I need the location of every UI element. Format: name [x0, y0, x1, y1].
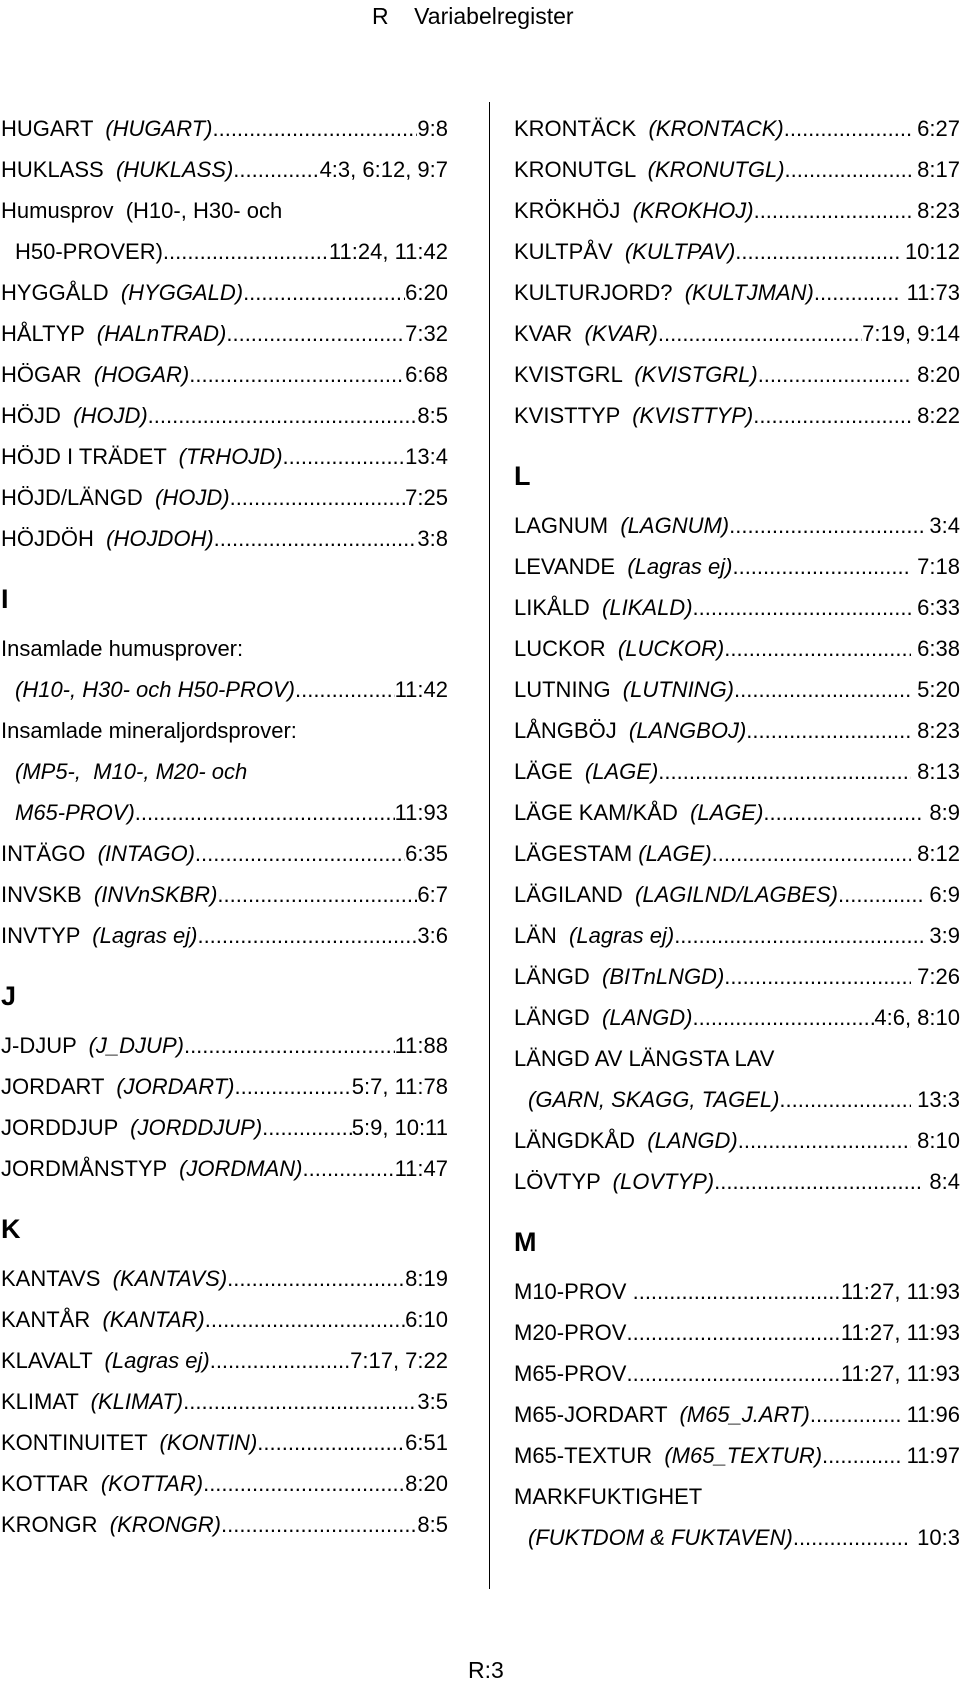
entry-page-refs: 11:27, 11:93 [840, 1279, 960, 1304]
dot-leader [226, 313, 405, 354]
entry-term: KRONGR [1, 1512, 110, 1537]
entry-term: KVISTTYP [514, 403, 633, 428]
index-entry [1, 1504, 448, 1545]
dot-leader [212, 108, 417, 149]
index-entry [1, 833, 448, 874]
entry-alias: (JORDMAN) [179, 1156, 303, 1181]
entry-alias: (KRONUTGL) [647, 157, 785, 182]
entry-alias: (KVISTGRL) [634, 362, 758, 387]
entry-alias: (LAGE) [638, 841, 712, 866]
section-letter: K [1, 1214, 21, 1244]
entry-term: Insamlade mineraljordsprover: [1, 718, 297, 743]
entry-page-refs: 3:9 [923, 923, 960, 948]
entry-page-refs: 6:20 [405, 280, 448, 305]
entry-term: LÄNGDKÅD [514, 1128, 648, 1153]
index-entry [1, 436, 448, 477]
index-entry [1, 354, 448, 395]
index-entry [514, 1394, 960, 1435]
index-entry [1, 669, 448, 710]
dot-leader [753, 395, 911, 436]
section-letter: M [514, 1227, 537, 1257]
index-entry [1, 108, 448, 149]
entry-term: JORDMÅNSTYP [1, 1156, 180, 1181]
entry-term: LÄGESTAM [514, 841, 639, 866]
entry-term: LÄGILAND [514, 882, 636, 907]
entry-term: HÖGAR [1, 362, 94, 387]
entry-page-refs: 6:38 [911, 636, 960, 661]
entry-term: M20-PROV [514, 1320, 627, 1345]
index-entry [1, 477, 448, 518]
index-entry-text [1, 710, 448, 751]
index-entry [514, 1271, 960, 1312]
entry-term: HUGART [1, 116, 106, 141]
entry-page-refs: 11:96 [900, 1402, 960, 1427]
dot-leader [205, 1299, 405, 1340]
entry-term: M10-PROV [514, 1279, 633, 1304]
entry-term: LÄN [514, 923, 570, 948]
entry-page-refs: 8:12 [911, 841, 960, 866]
entry-page-refs: 11:27, 11:93 [840, 1320, 960, 1345]
entry-term: H50-PROVER) [15, 239, 163, 264]
index-entry [514, 710, 960, 751]
entry-page-refs: 6:33 [911, 595, 960, 620]
entry-page-refs: 8:23 [911, 718, 960, 743]
dot-leader [163, 231, 329, 272]
entry-page-refs: 3:6 [417, 923, 448, 948]
entry-term: LÅNGBÖJ [514, 718, 629, 743]
entry-term: KRÖKHÖJ [514, 198, 633, 223]
entry-alias: (HOJD) [155, 485, 230, 510]
index-entry [1, 1258, 448, 1299]
index-entry [514, 1161, 960, 1202]
dot-leader [810, 1394, 901, 1435]
dot-leader [779, 1079, 911, 1120]
entry-term: LÄNGD [514, 1005, 603, 1030]
section-letter: J [1, 981, 17, 1011]
dot-leader [734, 669, 911, 710]
entry-alias: (KVISTTYP) [632, 403, 754, 428]
dot-leader [283, 436, 406, 477]
entry-term: KRONUTGL [514, 157, 648, 182]
index-entry [1, 874, 448, 915]
entry-alias: (Lagras ej) [92, 923, 198, 948]
entry-page-refs: 5:20 [911, 677, 960, 702]
entry-alias: (LAGE) [584, 759, 659, 784]
index-entry [514, 997, 960, 1038]
entry-term: KLIMAT [1, 1389, 91, 1414]
entry-term: Insamlade humusprover: [1, 636, 244, 661]
dot-leader [135, 792, 395, 833]
entry-page-refs: 8:10 [911, 1128, 960, 1153]
page-header [0, 0, 960, 36]
entry-alias: (KVAR) [584, 321, 658, 346]
index-entry [1, 149, 448, 190]
index-entry [1, 231, 448, 272]
dot-leader [785, 149, 912, 190]
entry-alias: (LIKALD) [602, 595, 693, 620]
column-divider [489, 102, 490, 1589]
dot-leader [754, 190, 911, 231]
entry-term: INVTYP [1, 923, 93, 948]
entry-page-refs: 7:32 [405, 321, 448, 346]
dot-leader [183, 1381, 417, 1422]
index-entry-text [1, 190, 448, 231]
dot-leader [724, 628, 911, 669]
entry-alias: (TRHOJD) [178, 444, 283, 469]
dot-leader [692, 997, 874, 1038]
dot-leader [234, 1066, 351, 1107]
index-entry [514, 833, 960, 874]
entry-alias: (LAGE) [690, 800, 764, 825]
index-entry [514, 395, 960, 436]
dot-leader [243, 272, 405, 313]
dot-leader [674, 915, 923, 956]
entry-page-refs: 7:25 [405, 485, 448, 510]
dot-leader [195, 833, 405, 874]
entry-page-refs: 6:7 [417, 882, 448, 907]
index-entry-text [1, 751, 448, 792]
entry-page-refs: 4:6, 8:10 [874, 1005, 960, 1030]
entry-alias: (JORDDJUP) [130, 1115, 263, 1140]
entry-alias: (LUTNING) [622, 677, 735, 702]
index-entry [1, 395, 448, 436]
entry-alias: (HUKLASS) [115, 157, 234, 182]
index-entry [1, 1381, 448, 1422]
entry-page-refs: 4:3, 6:12, 9:7 [319, 157, 448, 182]
entry-term: (MP5-, M10-, M20- och [15, 759, 248, 784]
entry-term: INTÄGO [1, 841, 98, 866]
entry-alias: (GARN, SKAGG, TAGEL) [528, 1087, 780, 1112]
index-entry [514, 669, 960, 710]
entry-alias: (M65_J.ART) [679, 1402, 810, 1427]
entry-term: JORDART [1, 1074, 117, 1099]
dot-leader [724, 956, 911, 997]
entry-term: Humusprov (H10-, H30- och [1, 198, 283, 223]
entry-alias: (KONTIN) [159, 1430, 258, 1455]
entry-term: KANTAVS [1, 1266, 113, 1291]
entry-page-refs: 8:5 [417, 403, 448, 428]
dot-leader [658, 313, 862, 354]
entry-term: M65-PROV [514, 1361, 627, 1386]
dot-leader [729, 505, 923, 546]
index-entry [1, 1025, 448, 1066]
entry-alias: (HYGGALD) [120, 280, 244, 305]
entry-page-refs: 11:93 [394, 800, 448, 825]
index-entry [1, 1066, 448, 1107]
entry-page-refs: 6:9 [923, 882, 960, 907]
entry-term: INVSKB [1, 882, 94, 907]
dot-leader [822, 1435, 900, 1476]
dot-leader [758, 354, 911, 395]
index-entry [514, 587, 960, 628]
entry-term: LUCKOR [514, 636, 618, 661]
index-entry [1, 1148, 448, 1189]
dot-leader [838, 874, 923, 915]
index-entry [1, 1422, 448, 1463]
entry-page-refs: 3:8 [417, 526, 448, 551]
entry-page-refs: 9:8 [417, 116, 448, 141]
entry-alias: (KULTJMAN) [684, 280, 814, 305]
entry-alias: (Lagras ej) [104, 1348, 210, 1373]
dot-leader [793, 1517, 911, 1558]
dot-leader [214, 518, 418, 559]
entry-alias: M65-PROV) [15, 800, 135, 825]
entry-alias: (LUCKOR) [617, 636, 725, 661]
entry-page-refs: 11:88 [394, 1033, 448, 1058]
dot-leader [217, 874, 417, 915]
entry-term: LEVANDE [514, 554, 628, 579]
dot-leader [732, 546, 911, 587]
index-entry [514, 1312, 960, 1353]
entry-page-refs: 5:9, 10:11 [351, 1115, 448, 1140]
entry-page-refs: 6:10 [405, 1307, 448, 1332]
index-entry [514, 272, 960, 313]
dot-leader [658, 751, 911, 792]
entry-term: HUKLASS [1, 157, 116, 182]
dot-leader [230, 477, 406, 518]
entry-page-refs: 8:17 [911, 157, 960, 182]
entry-page-refs: 11:24, 11:42 [328, 239, 448, 264]
dot-leader [712, 833, 911, 874]
index-entry [1, 1463, 448, 1504]
dot-leader [189, 354, 405, 395]
dot-leader [738, 1120, 911, 1161]
entry-alias: (KRONGR) [109, 1512, 222, 1537]
entry-alias: (INVnSKBR) [93, 882, 218, 907]
index-entry [514, 313, 960, 354]
entry-page-refs: 6:35 [405, 841, 448, 866]
dot-leader [148, 395, 418, 436]
index-entry-text [1, 628, 448, 669]
entry-page-refs: 6:51 [405, 1430, 448, 1455]
entry-page-refs: 11:97 [900, 1443, 960, 1468]
entry-page-refs: 7:19, 9:14 [862, 321, 960, 346]
section-letter: I [1, 584, 9, 614]
dot-leader [295, 669, 395, 710]
entry-alias: (HOGAR) [93, 362, 190, 387]
dot-leader [626, 1312, 840, 1353]
index-entry [514, 1435, 960, 1476]
entry-term: LÖVTYP [514, 1169, 613, 1194]
dot-leader [633, 1271, 841, 1312]
entry-term: HÖJD I TRÄDET [1, 444, 179, 469]
dot-leader [227, 1258, 405, 1299]
entry-alias: (KRONTACK) [648, 116, 784, 141]
entry-page-refs: 13:3 [911, 1087, 960, 1112]
dot-leader [714, 1161, 923, 1202]
entry-page-refs: 11:27, 11:93 [840, 1361, 960, 1386]
entry-alias: (Lagras ej) [627, 554, 733, 579]
index-entry [514, 628, 960, 669]
dot-leader [814, 272, 901, 313]
index-column-left [1, 108, 448, 1545]
entry-alias: (LAGILND/LAGBES) [635, 882, 838, 907]
entry-term: M65-JORDART [514, 1402, 680, 1427]
entry-page-refs: 7:18 [911, 554, 960, 579]
entry-term: MARKFUKTIGHET [514, 1484, 703, 1509]
dot-leader [233, 149, 319, 190]
entry-page-refs: 8:23 [911, 198, 960, 223]
index-entry [514, 108, 960, 149]
entry-alias: (M65_TEXTUR) [664, 1443, 823, 1468]
entry-page-refs: 3:5 [417, 1389, 448, 1414]
entry-term: KVISTGRL [514, 362, 635, 387]
dot-leader [203, 1463, 405, 1504]
entry-alias: (KANTAR) [102, 1307, 205, 1332]
entry-alias: (J_DJUP) [88, 1033, 184, 1058]
entry-term: HÖJDÖH [1, 526, 107, 551]
entry-term: LUTNING [514, 677, 623, 702]
entry-alias: (BITnLNGD) [602, 964, 725, 989]
entry-page-refs: 6:27 [911, 116, 960, 141]
index-entry [1, 1299, 448, 1340]
entry-alias: (LANGD) [647, 1128, 738, 1153]
entry-alias: (HOJDOH) [106, 526, 214, 551]
entry-page-refs: 8:20 [911, 362, 960, 387]
entry-alias: (LANGBOJ) [628, 718, 747, 743]
index-entry [514, 190, 960, 231]
index-entry [514, 792, 960, 833]
entry-page-refs: 11:73 [900, 280, 960, 305]
entry-page-refs: 13:4 [405, 444, 448, 469]
entry-term: JORDDJUP [1, 1115, 131, 1140]
entry-alias: (LAGNUM) [620, 513, 730, 538]
index-entry [514, 1353, 960, 1394]
dot-leader [746, 710, 911, 751]
index-entry [1, 1107, 448, 1148]
entry-term: HÅLTYP [1, 321, 97, 346]
section-letter: L [514, 461, 531, 491]
dot-leader [303, 1148, 395, 1189]
entry-term: LÄNGD AV LÄNGSTA LAV [514, 1046, 775, 1071]
entry-alias: (KULTPAV) [624, 239, 736, 264]
entry-page-refs: 11:47 [394, 1156, 448, 1181]
dot-leader [257, 1422, 405, 1463]
entry-term: HYGGÅLD [1, 280, 121, 305]
page-number: R:3 [468, 1657, 504, 1683]
entry-alias: (KANTAVS) [112, 1266, 228, 1291]
index-entry [514, 915, 960, 956]
dot-leader [184, 1025, 395, 1066]
index-entry [514, 231, 960, 272]
entry-term: KULTPÅV [514, 239, 625, 264]
dot-leader [262, 1107, 352, 1148]
entry-alias: (LANGD) [602, 1005, 693, 1030]
dot-leader [763, 792, 923, 833]
entry-term: KONTINUITET [1, 1430, 160, 1455]
index-entry [514, 505, 960, 546]
entry-page-refs: 8:5 [417, 1512, 448, 1537]
entry-term: LÄNGD [514, 964, 603, 989]
dot-leader [735, 231, 899, 272]
index-entry-text [514, 1038, 960, 1079]
entry-alias: (LOVTYP) [612, 1169, 715, 1194]
entry-term: J-DJUP [1, 1033, 89, 1058]
section-title: R Variabelregister [372, 3, 574, 29]
index-entry [514, 1517, 960, 1558]
entry-alias: (HUGART) [105, 116, 213, 141]
entry-page-refs: 3:4 [923, 513, 960, 538]
index-entry [514, 354, 960, 395]
entry-page-refs: 8:9 [923, 800, 960, 825]
index-entry [514, 149, 960, 190]
entry-term: M65-TEXTUR [514, 1443, 665, 1468]
entry-term: HÖJD/LÄNGD [1, 485, 156, 510]
entry-page-refs: 8:22 [911, 403, 960, 428]
index-entry [514, 751, 960, 792]
index-entry [514, 1120, 960, 1161]
entry-alias: (KLIMAT) [90, 1389, 184, 1414]
entry-page-refs: 7:17, 7:22 [350, 1348, 448, 1373]
index-entry [1, 915, 448, 956]
page-footer [468, 1656, 504, 1684]
index-entry [1, 518, 448, 559]
index-entry [1, 1340, 448, 1381]
entry-term: KANTÅR [1, 1307, 103, 1332]
entry-page-refs: 8:20 [405, 1471, 448, 1496]
entry-term: KULTURJORD? [514, 280, 685, 305]
index-entry [1, 272, 448, 313]
entry-alias: (Lagras ej) [569, 923, 675, 948]
index-column-right [514, 108, 960, 1558]
dot-leader [197, 915, 417, 956]
dot-leader [626, 1353, 840, 1394]
index-entry [514, 1079, 960, 1120]
entry-term: LIKÅLD [514, 595, 603, 620]
entry-term: KLAVALT [1, 1348, 105, 1373]
entry-page-refs: 10:12 [898, 239, 960, 264]
dot-leader [221, 1504, 417, 1545]
entry-page-refs: 8:13 [911, 759, 960, 784]
entry-page-refs: 6:68 [405, 362, 448, 387]
entry-alias: (KROKHOJ) [632, 198, 754, 223]
index-entry [1, 792, 448, 833]
entry-alias: (JORDART) [116, 1074, 235, 1099]
entry-term: KRONTÄCK [514, 116, 649, 141]
index-entry-text [514, 1476, 960, 1517]
index-entry [514, 874, 960, 915]
entry-page-refs: 11:42 [394, 677, 448, 702]
entry-term: KVAR [514, 321, 585, 346]
entry-alias: (HALnTRAD) [96, 321, 227, 346]
dot-leader [693, 587, 912, 628]
entry-term: KOTTAR [1, 1471, 101, 1496]
entry-page-refs: 8:19 [405, 1266, 448, 1291]
entry-alias: (KOTTAR) [100, 1471, 204, 1496]
index-entry [514, 546, 960, 587]
index-entry [1, 313, 448, 354]
entry-alias: (H10-, H30- och H50-PROV) [15, 677, 295, 702]
entry-term: LÄGE KAM/KÅD [514, 800, 691, 825]
entry-alias: (INTAGO) [97, 841, 195, 866]
entry-alias: (HOJD) [73, 403, 148, 428]
entry-alias: (FUKTDOM & FUKTAVEN) [528, 1525, 793, 1550]
entry-term: LAGNUM [514, 513, 621, 538]
entry-page-refs: 5:7, 11:78 [351, 1074, 448, 1099]
entry-page-refs: 8:4 [923, 1169, 960, 1194]
index-entry [514, 956, 960, 997]
entry-term: HÖJD [1, 403, 74, 428]
dot-leader [784, 108, 911, 149]
dot-leader [210, 1340, 350, 1381]
entry-page-refs: 7:26 [911, 964, 960, 989]
entry-page-refs: 10:3 [911, 1525, 960, 1550]
entry-term: LÄGE [514, 759, 585, 784]
